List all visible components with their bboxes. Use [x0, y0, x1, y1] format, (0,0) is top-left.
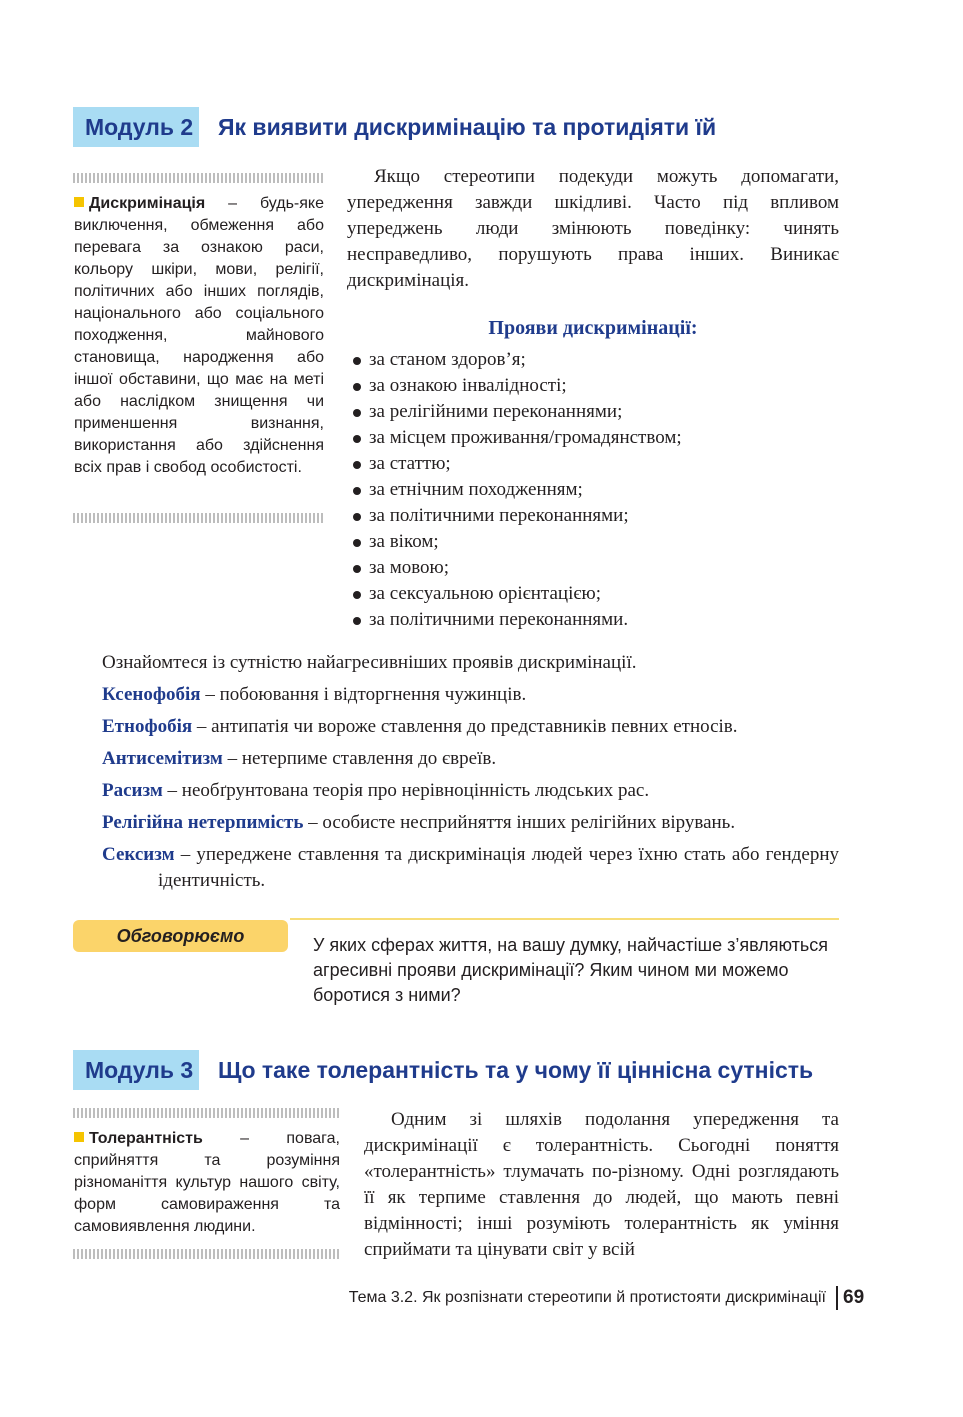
sidebar-divider-bottom: [73, 513, 325, 523]
term-racism: [102, 778, 839, 804]
footer-separator: [836, 1286, 838, 1310]
list-item: за релігійними переконаннями;: [349, 399, 839, 425]
discrimination-list: [349, 347, 839, 633]
sidebar-divider-top: [73, 173, 325, 183]
term-xenophobia: [102, 682, 839, 708]
term-name: Сексизм: [102, 844, 175, 865]
module-3-title: Що таке толерантність та у чому її ціннісна сутність: [218, 1057, 814, 1083]
term-definition: – антипатія чи вороже ставлення до представників певних етносів.: [192, 716, 738, 737]
sidebar-divider-top: [73, 1108, 341, 1118]
module-3-badge: Модуль 3: [73, 1050, 199, 1090]
list-item: за ознакою інвалідності;: [349, 373, 839, 399]
term-name: Релігійна нетерпимість: [102, 812, 304, 833]
definition-tolerance: [74, 1128, 340, 1238]
list-item: за мовою;: [349, 555, 839, 581]
term-ethnophobia: [102, 714, 839, 740]
term-definition: – побоювання і відторгнення чужинців.: [200, 684, 527, 705]
list-item: за станом здоров’я;: [349, 347, 839, 373]
list-item: за політичними переконаннями.: [349, 607, 839, 633]
intro-paragraph: Якщо стереотипи подекуди можуть допомагати, упередження завжди шкідливі. Часто під впливом упереджень люди змінюють поведінку: чинять несправедливо, порушують права інших. Виникає дискримінація.: [347, 166, 839, 291]
term-definition: – упереджене ставлення та дискримінація людей через їхню стать або гендерну ідентичність.: [158, 844, 839, 891]
discuss-divider: [290, 918, 839, 920]
term-name: Антисемітизм: [102, 748, 223, 769]
discuss-question: У яких сферах життя, на вашу думку, найчастіше з’являються агресивні прояви дискримінації? Яким чином ми можемо боротися з ними?: [313, 935, 828, 1005]
definition-term: Толерантність: [89, 1130, 203, 1147]
definition-term: Дискримінація: [89, 195, 206, 212]
definition-text: – повага, сприйняття та розуміння різноманіття культур нашого світу, форм самовираження та самовиявлення людини.: [74, 1130, 340, 1235]
definition-discrimination: [74, 193, 324, 479]
list-item: за етнічним походженням;: [349, 477, 839, 503]
term-name: Ксенофобія: [102, 684, 201, 705]
page-number: 69: [843, 1287, 865, 1308]
term-religious-intolerance: [102, 810, 839, 836]
yellow-square-icon: [74, 1132, 84, 1142]
intro-paragraph: Одним зі шляхів подолання упередження та дискримінації є толерантність. Сьогодні поняття «толерантність» тлумачать по-різному. Одні розглядають її як терпиме ставлення до людей, що мають певні відмінності; інші розуміють толерантність як уміння сприймати та цінувати світ у всій: [364, 1109, 839, 1260]
term-sexism: [102, 842, 839, 894]
module-2-badge: Модуль 2: [73, 107, 199, 147]
list-item: за місцем проживання/громадянством;: [349, 425, 839, 451]
term-definition: – необґрунтована теорія про нерівноцінність людських рас.: [162, 780, 650, 801]
yellow-square-icon: [74, 197, 84, 207]
list-item: за статтю;: [349, 451, 839, 477]
list-item: за віком;: [349, 529, 839, 555]
term-name: Етнофобія: [102, 716, 193, 737]
term-definition: – нетерпиме ставлення до євреїв.: [222, 748, 497, 769]
term-antisemitism: [102, 746, 839, 772]
term-definition: – особисте несприйняття інших релігійних вірувань.: [303, 812, 736, 833]
definition-text: – будь-яке виключення, обмеження або перевага за ознакою раси, кольору шкіри, мови, релігії, політичних або інших поглядів, національного або соціального походження, майнового становища, народження або іншої обставини, що має на меті або наслідком знищення чи применшення визнання, використання або здійснення всіх прав і свобод особистості.: [74, 195, 324, 476]
terms-block: [102, 650, 839, 900]
terms-lead: Ознайомтеся із сутністю найагресивніших проявів дискримінації.: [102, 652, 637, 673]
list-heading: Прояви дискримінації:: [488, 317, 698, 339]
module-2-title: Як виявити дискримінацію та протидіяти їй: [218, 114, 717, 140]
term-name: Расизм: [102, 780, 163, 801]
footer-topic: Тема 3.2. Як розпізнати стереотипи й протистояти дискримінації: [348, 1289, 826, 1306]
list-item: за сексуальною орієнтацією;: [349, 581, 839, 607]
discuss-label: Обговорюємо: [73, 920, 288, 952]
list-item: за політичними переконаннями;: [349, 503, 839, 529]
sidebar-divider-bottom: [73, 1249, 341, 1259]
